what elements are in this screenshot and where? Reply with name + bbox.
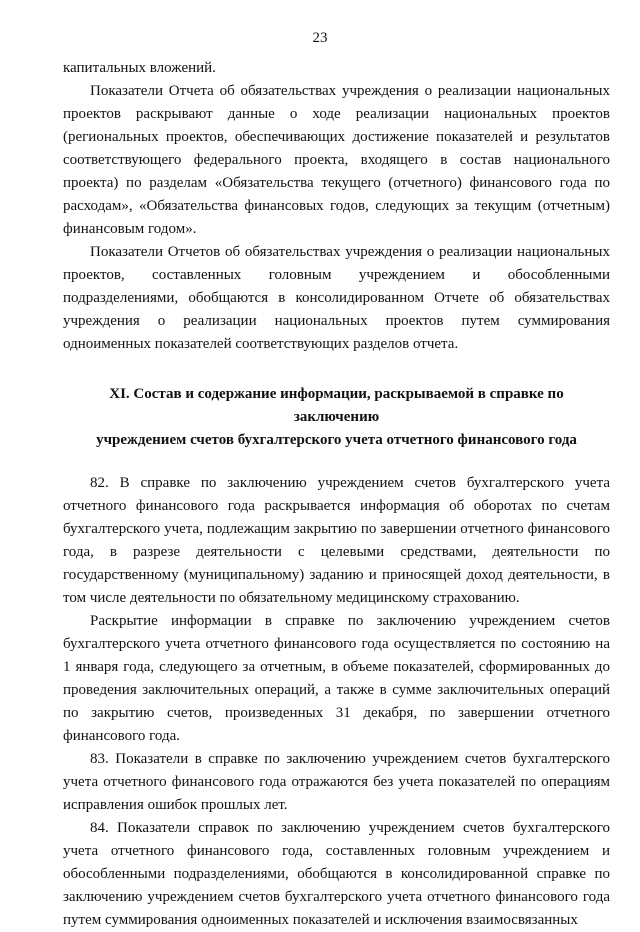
paragraph-consolidated-report: Показатели Отчетов об обязательствах учреждения о реализации национальных проектов, составленных головным учреждением и обособленными подразделениями, обобщаются в консолидированном Отчете об обязательствах учреждения о реализации национальных проектов путем суммирования одноименных показателей соответствующих разделов отчета. <box>63 244 610 352</box>
paragraph-continuation: капитальных вложений. <box>63 60 216 76</box>
page-number: 23 <box>312 30 328 46</box>
section-heading <box>63 383 610 452</box>
document-body <box>63 57 610 932</box>
paragraph-84: 84. Показатели справок по заключению учреждением счетов бухгалтерского учета отчетного финансового года, составленных головным учреждением и обособленными подразделениями, обобщаются в консолидированной справке по заключению учреждением счетов бухгалтерского учета отчетного финансового года путем суммирования одноименных показателей и исключения взаимосвязанных <box>63 820 610 928</box>
paragraph-82: 82. В справке по заключению учреждением счетов бухгалтерского учета отчетного финансового года раскрывается информация об оборотах по счетам бухгалтерского учета, подлежащим закрытию по завершении отчетного финансового года, в разрезе деятельности с целевыми средствами, деятельности по государственному (муниципальному) заданию и приносящей доход деятельности, в том числе деятельности по обязательному медицинскому страхованию. <box>63 475 610 606</box>
paragraph-83: 83. Показатели в справке по заключению учреждением счетов бухгалтерского учета отчетного финансового года отражаются без учета показателей по операциям исправления ошибок прошлых лет. <box>63 751 610 813</box>
section-heading-line-2: учреждением счетов бухгалтерского учета отчетного финансового года <box>96 432 577 448</box>
section-heading-line-1: XI. Состав и содержание информации, раскрываемой в справке по заключению <box>109 386 564 425</box>
paragraph-disclosure: Раскрытие информации в справке по заключению учреждением счетов бухгалтерского учета отчетного финансового года осуществляется по состоянию на 1 января года, следующего за отчетным, в объеме показателей, сформированных до проведения заключительных операций, а также в сумме заключительных операций по закрытию счетов, произведенных 31 декабря, по завершении отчетного финансового года. <box>63 613 610 744</box>
paragraph-national-projects-report: Показатели Отчета об обязательствах учреждения о реализации национальных проектов раскрывают данные о ходе реализации национальных проектов (региональных проектов, обеспечивающих достижение показателей и результатов соответствующего федерального проекта, входящего в состав национального проекта) по разделам «Обязательства текущего (отчетного) финансового года по расходам», «Обязательства финансовых годов, следующих за текущим (отчетным) финансовым годом». <box>63 83 610 237</box>
